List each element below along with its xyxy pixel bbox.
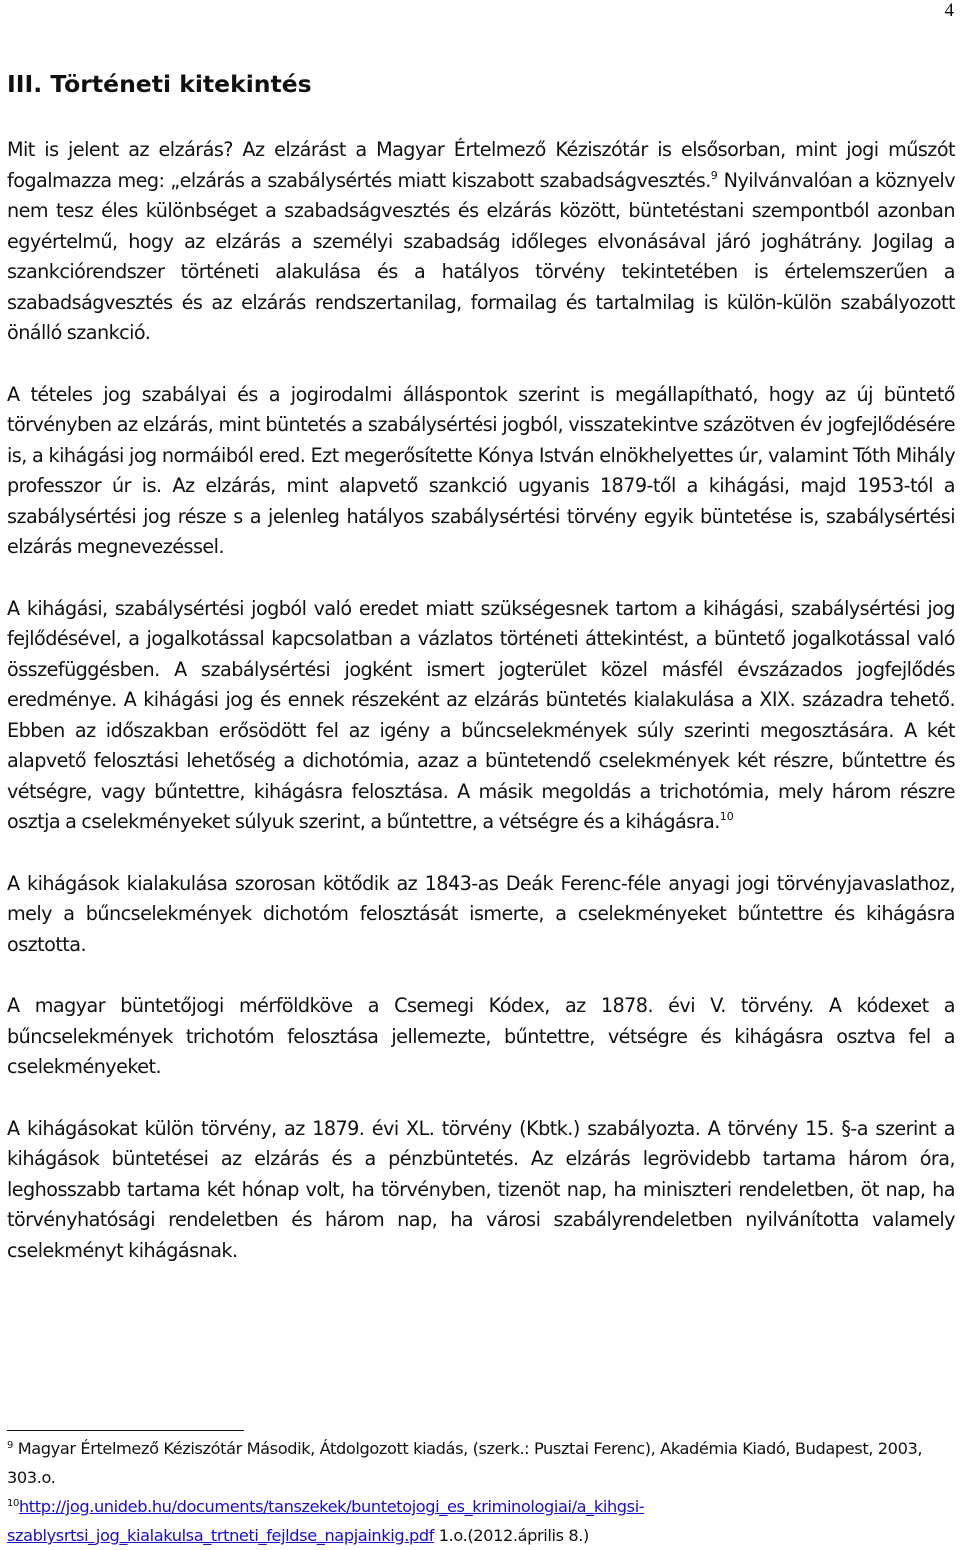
paragraph-3 xyxy=(7,594,955,838)
document-body xyxy=(7,135,955,1297)
footnote-ref-9[interactable]: 9 xyxy=(710,168,718,182)
footnote-divider xyxy=(7,1430,244,1431)
footnote-ref-10[interactable]: 10 xyxy=(719,810,734,823)
footnote-mark: 10 xyxy=(7,1498,19,1509)
footnote-text: 1.o.(2012.április 8.) xyxy=(434,1526,589,1545)
footnote-text: Magyar Értelmező Kéziszótár Második, Átdolgozott kiadás, (szerk.: Pusztai Ferenc), Akadémia Kiadó, Budapest, 2003, 303.o. xyxy=(7,1439,923,1487)
footnotes xyxy=(7,1434,955,1550)
page-number: 4 xyxy=(944,0,954,21)
paragraph-4: A kihágások kialakulása szorosan kötődik az 1843-as Deák Ferenc-féle anyagi jogi törvényjavaslathoz, mely a bűncselekmények dichotóm felosztását ismerte, a cselekményeket bűntettre és kihágásra osztotta. xyxy=(7,871,955,956)
footnote-link[interactable]: http://jog.unideb.hu/documents/tanszekek/buntetojogi_es_kriminologiai/a_kihgsi-szablysrtsi_jog_kialakulsa_trtneti_fejldse_napjainkig.pdf xyxy=(7,1497,645,1545)
footnote-mark: 9 xyxy=(7,1440,13,1451)
paragraph-6: A kihágásokat külön törvény, az 1879. évi XL. törvény (Kbtk.) szabályozta. A törvény 15. §-a szerint a kihágások büntetései az elzárás és a pénzbüntetés. Az elzárás legrövidebb tartama három óra, leghosszabb tartama két hónap volt, ha törvényben, tizenöt nap, ha miniszteri rendeletben, öt nap, ha törvényhatósági rendeletben és három nap, ha városi szabályrendeletben nyilvánította valamely cselekményt kihágásnak. xyxy=(7,1116,955,1262)
paragraph-1 xyxy=(7,135,955,349)
paragraph-text: Nyilvánvalóan a köznyelv nem tesz éles különbséget a szabadságvesztés és elzárás között, büntetéstani szempontból azonban egyértelmű, hogy az elzárás a személyi szabadság időleges elvonásával járó joghátrány. Jogilag a szankciórendszer történeti alakulása és a hatályos törvény tekintetében is értelemszerűen a szabadságvesztés és az elzárás rendszertanilag, formailag és tartalmilag is külön-külön szabályozott önálló szankció. xyxy=(7,168,956,344)
section-heading: III. Történeti kitekintés xyxy=(7,70,312,98)
paragraph-5: A magyar büntetőjogi mérföldköve a Csemegi Kódex, az 1878. évi V. törvény. A kódexet a bűncselekmények trichotóm felosztása jellemezte, bűntettre, vétségre és kihágásra osztva fel a cselekményeket. xyxy=(7,994,955,1078)
footnote-10 xyxy=(7,1492,955,1550)
footnote-9 xyxy=(7,1434,955,1492)
paragraph-2: A tételes jog szabályai és a jogirodalmi álláspontok szerint is megállapítható, hogy az új büntető törvényben az elzárás, mint büntetés a szabálysértési jogból, visszatekintve százötven év jogfejlődésére is, a kihágási jog normáiból ered. Ezt megerősítette Kónya István elnökhelyettes úr, valamint Tóth Mihály professzor úr is. Az elzárás, mint alapvető szankció ugyanis 1879-től a kihágási, majd 1953-tól a szabálysértési jog része s a jelenleg hatályos szabálysértési törvény egyik büntetése is, szabálysértési elzárás megnevezéssel. xyxy=(7,382,955,558)
paragraph-text: A kihágási, szabálysértési jogból való eredet miatt szükségesnek tartom a kihágási, szabálysértési jog fejlődésével, a jogalkotással kapcsolatban a vázlatos történeti áttekintést, a büntető jogalkotással való összefüggésben. A szabálysértési jogként ismert jogterület közel másfél évszázados jogfejlődés eredménye. A kihágási jog és ennek részeként az elzárás büntetés kialakulása a XIX. századra tehető. Ebben az időszakban erősödött fel az igény a bűncselekmények súly szerinti megosztására. A két alapvető felosztási lehetőség a dichotómia, azaz a büntetendő cselekmények két részre, bűntettre és vétségre, vagy bűntettre, kihágásra felosztása. A másik megoldás a trichotómia, mely három részre osztja a cselekményeket súlyuk szerint, a bűntettre, a vétségre és a kihágásra. xyxy=(7,596,955,833)
paragraph-text: Mit is jelent az elzárás? Az elzárást a Magyar Értelmező Kéziszótár is elsősorban, mint jogi műszót fogalmazza meg: „elzárás a szabálysértés miatt kiszabott szabadságvesztés. xyxy=(7,138,955,192)
